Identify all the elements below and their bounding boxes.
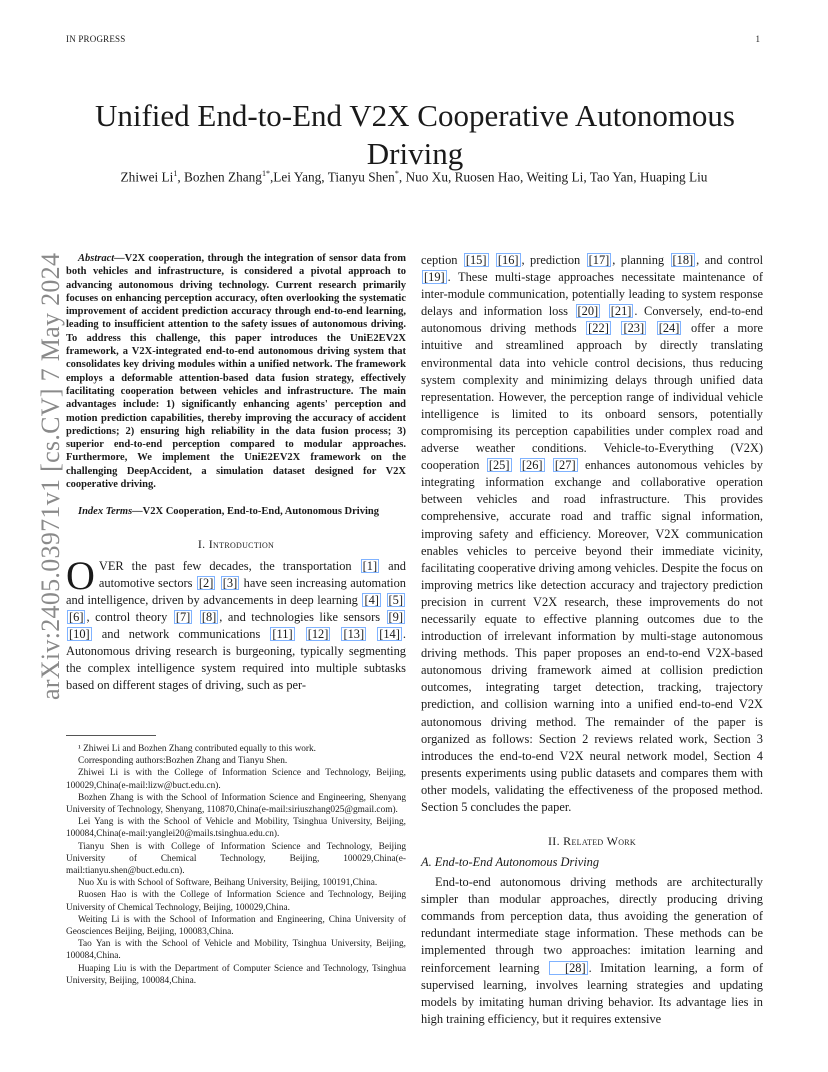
author-name: Nuo Xu: [405, 169, 448, 185]
abstract-label: Abstract: [78, 253, 115, 264]
citation-link[interactable]: [12]: [307, 627, 329, 642]
author-affiliation-mark: 1*: [261, 169, 270, 178]
intro-paragraph-text: VER the past few decades, the transportation [1] and automotive sectors [2] [3] have seen increasing automation and intelligence, driven by advancements in deep learning [4] [5] [6] , control theory [7] [8] , and technologies like sensors [9] [10] and network communications [11] [12] [13] [14] . Autonomous driving research is burgeoning, typically segmenting the complex intelligence system required into multiple subtasks based on different stages of driving, such as per-: [66, 558, 406, 693]
author-name: Weiting Li: [526, 169, 584, 185]
section-heading-introduction: I. Introduction: [197, 536, 275, 551]
footnotes: [66, 743, 406, 987]
subsection-heading-e2e: A. End-to-End Autonomous Driving: [421, 855, 600, 870]
intro-continued-paragraph: ception [15] [16] , prediction [17] , planning [18] , and control [19] . These multi-stage approaches necessitate maintenance of inter-module communication, potentially leading to system response delays and information loss [20] [21] . Conversely, end-to-end autonomous driving methods [22] [23] [24] offer a more intuitive and streamlined approach by directly translating environmental data into vehicle control decisions, thus reducing system complexity and minimizing delays through unified data representation. However, the perception range of individual vehicle intelligence is limited to its onboard sensors, potentially compromising its perception capabilities under complex road and adverse weather conditions. Vehicle-to-Everything (V2X) cooperation [25] [26] [27] enhances autonomous vehicles by integrating information exchange and collaborative operation between vehicles and road infrastructure. This provides comprehensive, accurate road and traffic signal information, improving safety and efficiency. Moreover, V2X communication enables vehicles to perceive beyond their immediate vicinity, facilitating cooperative driving among vehicles. Despite the focus on improving metrics like detection accuracy and trajectory prediction precision in current V2X research, these improvements do not necessarily equate to effective planning outcomes due to the introduction of irrelevant information by multi-stage autonomous driving methods. This paper proposes an end-to-end V2X-based autonomous driving framework aimed at collision prediction outcomes, integrating target detection, tracking, trajectory prediction, and collision warning into a unified end-to-end V2X autonomous driving method. The remainder of the paper is organized as follows: Section 2 reviews related work, Section 3 introduces the end-to-end V2X neural network model, Section 4 presents experiments using public datasets and compares them with other models, validating the effectiveness of the proposed method. Section 5 concludes the paper.: [421, 253, 764, 814]
author-list: Zhiwei Li$^1$, Bozhen Zhang$^{1*}$,Lei Yang, Tianyu Shen*, Nuo Xu, Ruosen Hao, Weiting Li, Tao Yan, Huaping Liu: [120, 169, 708, 185]
citation-link[interactable]: [24]: [658, 321, 680, 336]
author-affiliation-mark: *: [394, 169, 399, 178]
right-column: [421, 252, 763, 1028]
footnote: Zhiwei Li is with the College of Information Science and Technology, Beijing, 100029,China(e-mail:lizw@buct.edu.cn).: [66, 768, 406, 791]
footnote: Lei Yang is with the School of Vehicle and Mobility, Tsinghua University, Beijing, 100084,China(e-mail:yanglei20@mails.tsinghua.edu.cn).: [66, 817, 406, 840]
citation-link[interactable]: [18]: [672, 253, 694, 267]
related-work-paragraph: End-to-end autonomous driving methods are architecturally simpler than modular approaches, directly producing driving commands from perception data, thus avoiding the generation of redundant intermediate stage information. These methods can be implemented through two approaches: imitation learning and reinforcement learning [28] . Imitation learning, a form of supervised learning, involves learning strategies and updating models by imitating human driving behavior. Its advantage lies in high training efficiency, but it requires extensive: [421, 875, 763, 1026]
left-column: [66, 252, 406, 694]
citation-link[interactable]: [6]: [69, 609, 84, 624]
citation-link[interactable]: [8]: [201, 609, 217, 624]
citation-link[interactable]: [7]: [175, 609, 191, 624]
citation-link[interactable]: [14]: [379, 627, 400, 642]
citation-link[interactable]: [21]: [610, 304, 632, 319]
footnote: Bozhen Zhang is with the School of Information Science and Engineering, Shenyang University of Technology, Shenyang, 110870,China(e-mail:siriuszhang025@gmail.com).: [66, 792, 406, 816]
citation-link[interactable]: [4]: [364, 592, 379, 607]
citation-link[interactable]: [28]: [549, 961, 588, 975]
citation-link[interactable]: [1]: [362, 558, 378, 573]
author-affiliation-mark: 1: [173, 169, 178, 178]
citation-link[interactable]: [13]: [343, 627, 365, 642]
citation-link[interactable]: [27]: [554, 458, 576, 473]
intro-paragraph: [66, 552, 406, 695]
footnote: ¹ Zhiwei Li and Bozhen Zhang contributed equally to this work.: [78, 744, 316, 754]
index-terms-text: —V2X Cooperation, End-to-End, Autonomous Driving: [132, 506, 379, 518]
author-name: Ruosen Hao: [454, 169, 521, 185]
index-terms: [66, 505, 406, 518]
citation-link[interactable]: [2]: [198, 575, 214, 590]
citation-link[interactable]: [3]: [222, 575, 238, 590]
footnote-divider: [66, 735, 156, 736]
page-number: 1: [755, 34, 760, 44]
footnote: Corresponding authors:Bozhen Zhang and Tianyu Shen.: [78, 756, 288, 767]
citation-link[interactable]: [10]: [69, 627, 90, 642]
footnote: Ruosen Hao is with the College of Information Science and Technology, Beijing University of Chemical Technology, Beijing, 100029,China.: [66, 890, 406, 913]
index-terms-label: Index Terms: [78, 506, 133, 518]
citation-link[interactable]: [15]: [465, 253, 487, 267]
citation-link[interactable]: [5]: [388, 592, 403, 607]
abstract: [66, 252, 406, 491]
citation-link[interactable]: [22]: [588, 321, 609, 336]
paper-title: Unified End-to-End V2X Cooperative Autonomous Driving: [94, 97, 735, 171]
citation-link[interactable]: [17]: [588, 253, 610, 267]
section-heading-related-work: II. Related Work: [547, 834, 636, 849]
author-name: Zhiwei Li: [120, 169, 174, 185]
running-header: IN PROGRESS: [66, 34, 126, 44]
arxiv-identifier[interactable]: arXiv:2405.03971v1 [cs.CV] 7 May 2024: [36, 252, 65, 700]
citation-link[interactable]: [16]: [497, 253, 519, 267]
citation-link[interactable]: [23]: [623, 321, 645, 336]
author-name: Tao Yan: [589, 169, 634, 185]
citation-link[interactable]: [9]: [388, 609, 403, 624]
drop-cap: O: [66, 552, 95, 598]
author-name: Lei Yang: [273, 169, 322, 185]
author-name: Tianyu Shen: [327, 169, 395, 185]
footnote: Huaping Liu is with the Department of Computer Science and Technology, Tsinghua University, Beijing, 100084,China.: [66, 963, 406, 986]
footnote: Nuo Xu is with School of Software, Beihang University, Beijing, 100191,China.: [78, 878, 378, 889]
author-name: Huaping Liu: [639, 169, 708, 185]
footnote: Tao Yan is with the School of Vehicle and Mobility, Tsinghua University, Beijing, 100084,China.: [66, 939, 406, 962]
citation-link[interactable]: [25]: [488, 458, 510, 473]
citation-link[interactable]: [19]: [424, 270, 445, 285]
abstract-text: —V2X cooperation, through the integration of sensor data from both vehicles and infrastructure, is considered a pivotal approach to advancing autonomous driving technology. Current research primarily focuses on enhancing perception accuracy, often overlooking the systematic improvement of accident prediction accuracy through end-to-end learning, leading to insufficient attention to the safety issues of autonomous driving. To address this challenge, this paper introduces the UniE2EV2X framework, a V2X-integrated end-to-end autonomous driving system that consolidates key driving modules within a unified network. The framework employs a deformable attention-based data fusion strategy, effectively facilitating cooperation between vehicles and infrastructure. The main advantages include: 1) significantly enhancing agents' perception and motion prediction capabilities, thereby improving the accuracy of accident predictions; 2) ensuring high reliability in the data fusion process; 3) superior end-to-end perception compared to modular approaches. Furthermore, We implement the UniE2EV2X framework on the challenging DeepAccident, a simulation dataset designed for V2X cooperative driving.: [66, 253, 406, 491]
citation-link[interactable]: [11]: [272, 627, 293, 642]
citation-link[interactable]: [20]: [577, 304, 599, 319]
author-name: Bozhen Zhang: [184, 169, 262, 185]
footnote: Tianyu Shen is with College of Information Science and Technology, Beijing University of Chemical Technology, Beijing, 100029,China(e-mail:tianyu.shen@buct.edu.cn).: [66, 841, 406, 877]
citation-link[interactable]: [26]: [521, 458, 543, 473]
footnote: Weiting Li is with the School of Information and Engineering, China University of Geosciences Beijing, Beijing, 100083,China.: [66, 914, 406, 938]
